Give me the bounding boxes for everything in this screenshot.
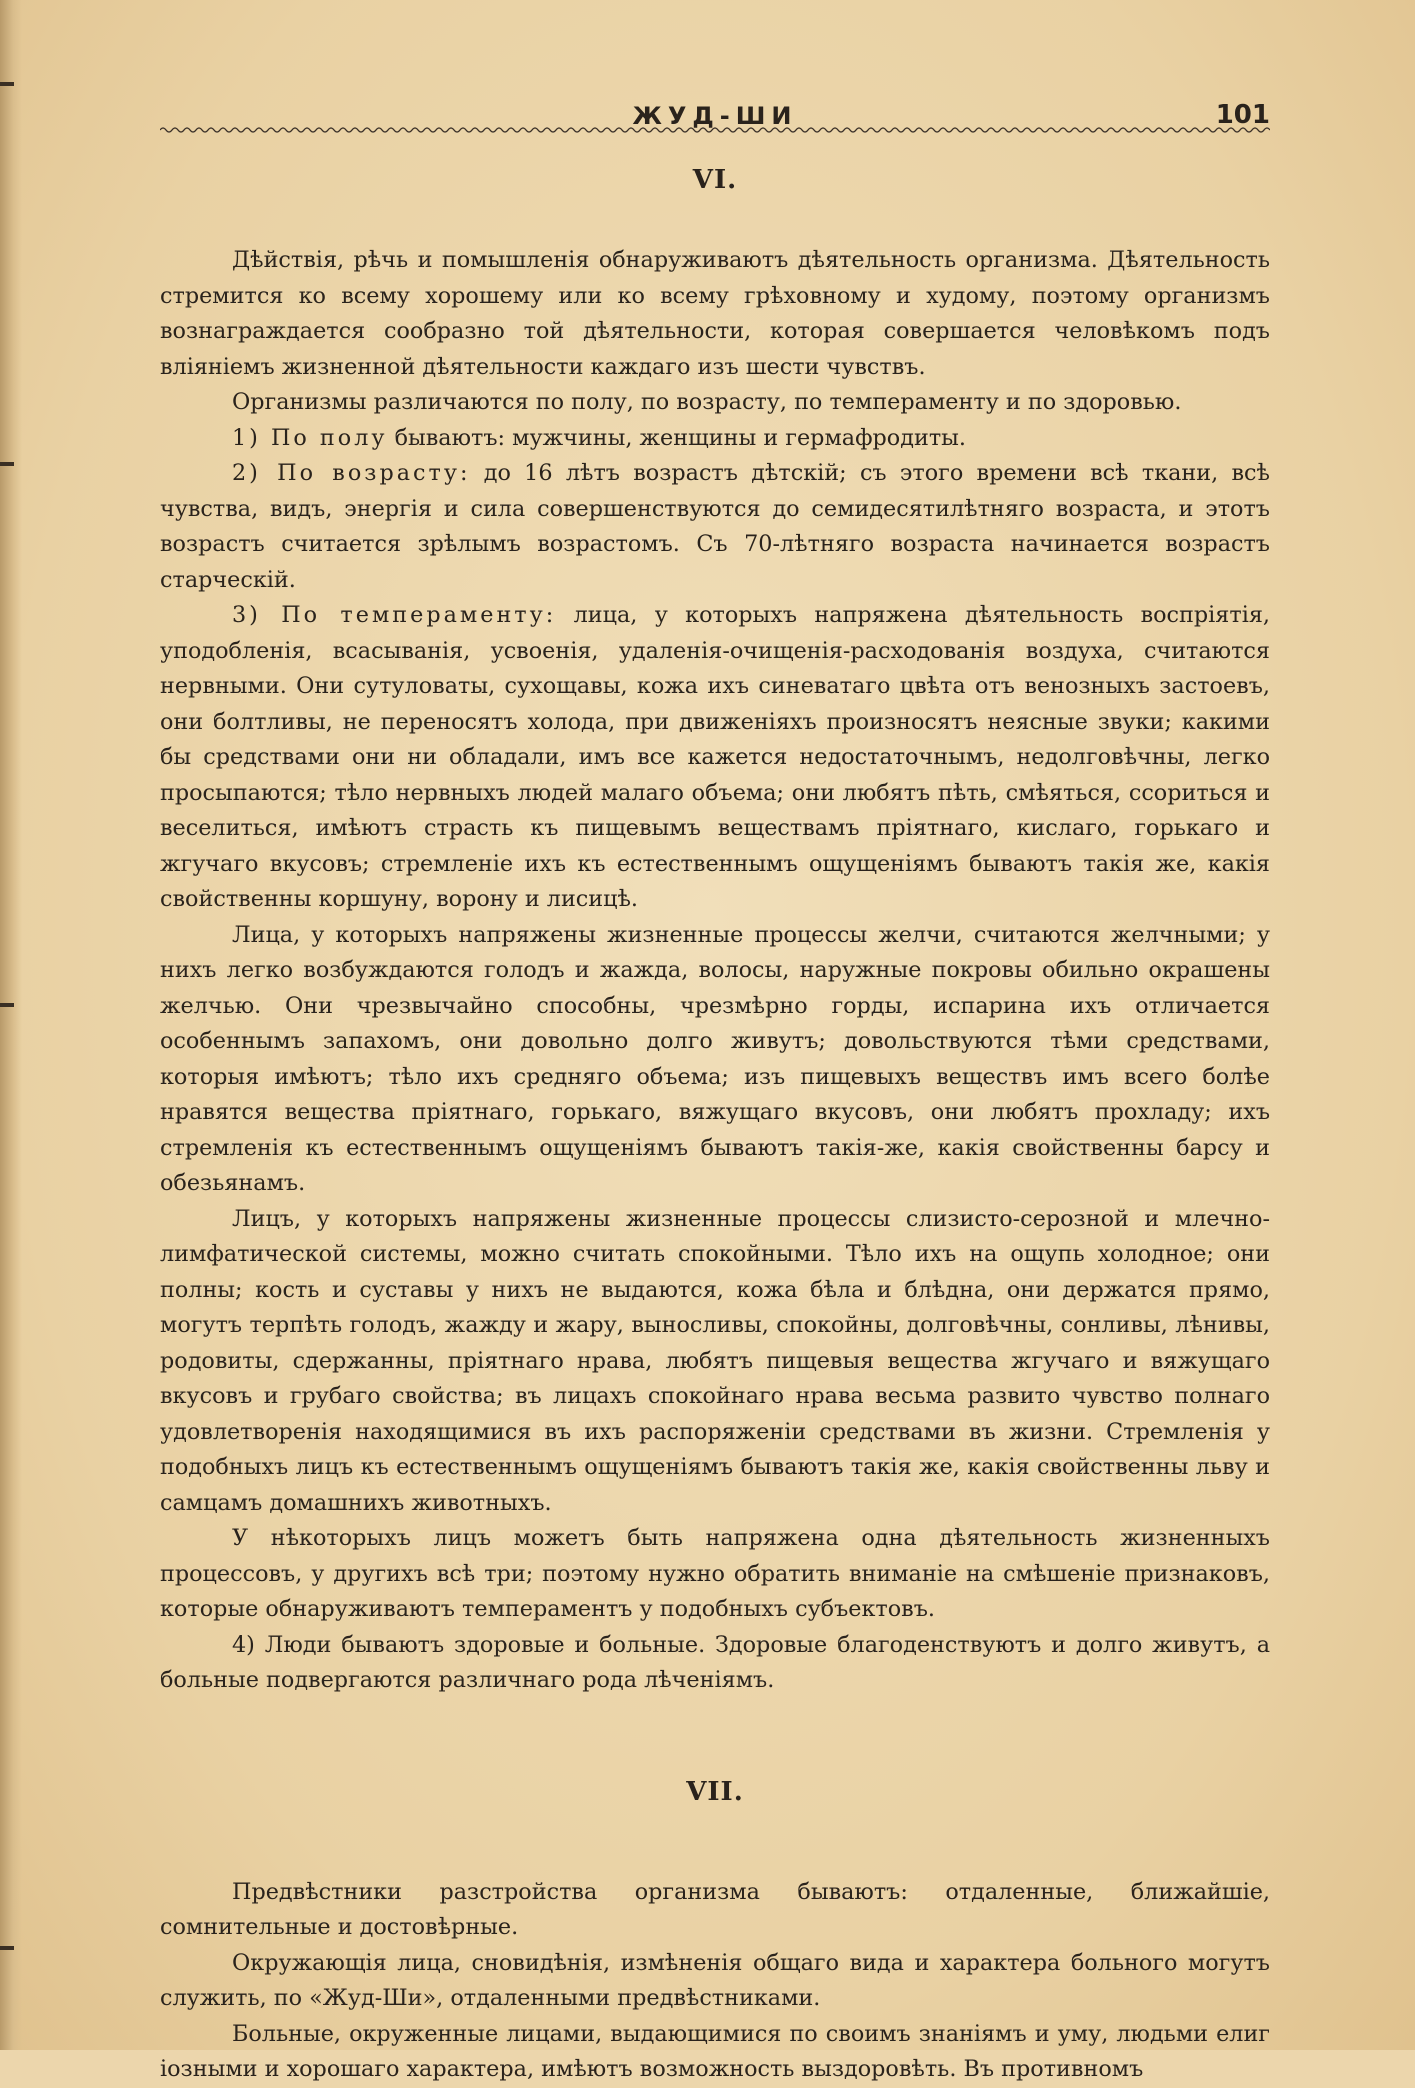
paragraph: Лица, у которыхъ напряжены жизненные процессы желчи, считаются желчными; у нихъ легко возбуждаются голодъ и жажда, волосы, наружные покровы обильно окрашены желчью. Они чрезвычайно способны, чрезмѣрно горды, испарина ихъ отличается особеннымъ запахомъ, они довольно долго живутъ; довольствуются тѣми средствами, которыя имѣютъ; тѣло ихъ средняго объема; изъ пищевыхъ веществъ имъ всего болѣе нравятся вещества пріятнаго, горькаго, вяжущаго вкусовъ, они любятъ прохладу; ихъ стремленія къ естественнымъ ощущеніямъ бываютъ такія-же, какія свойственны барсу и обезьянамъ. [160, 921, 1270, 1196]
running-head: ЖУД-ШИ [632, 102, 798, 130]
paragraph: Лицъ, у которыхъ напряжены жизненные процессы слизисто-серозной и млечно-лимфатической системы, можно считать спокойными. Тѣло ихъ на ощупь холодное; они полны; кость и суставы у нихъ не выдаются, кожа бѣла и блѣдна, они держатся прямо, могутъ терпѣть голодъ, жажду и жару, выносливы, спокойны, долговѣчны, сонливы, лѣнивы, родовиты, сдержанны, пріятнаго нрава, любятъ пищевыя вещества жгучаго и вяжущаго вкусовъ и грубаго свойства; въ лицахъ спокойнаго нрава весьма развито чувство полнаго удовлетворенія находящимися въ ихъ распоряженіи средствами въ жизни. Стремленія у подобныхъ лицъ къ естественнымъ ощущеніямъ бываютъ такія же, какія свойственны льву и самцамъ домашнихъ животныхъ. [160, 1205, 1270, 1516]
spaced-lead: 1) По полу [232, 424, 388, 451]
edge-mark [0, 82, 14, 86]
paragraph: Предвѣстники разстройства организма бываютъ: отдаленные, ближайшіе, сомнительные и достовѣрные. [160, 1878, 1270, 1940]
paragraph: Больные, окруженные лицами, выдающимися по своимъ знаніямъ и уму, людьми елиг іозными и хорошаго характера, имѣютъ возможность выздоровѣть. Въ противномъ [160, 2020, 1270, 2082]
edge-mark [0, 462, 14, 466]
page-binding-edge [0, 0, 22, 2050]
paragraph: Организмы различаются по полу, по возрасту, по темпераменту и по здоровью. [232, 389, 1182, 415]
section-heading-vi: VI. [692, 165, 738, 195]
section-heading-vii: VII. [686, 1776, 744, 1807]
spaced-lead: 3) По темпераменту: [232, 602, 557, 628]
paragraph-text: до 16 лѣтъ возрастъ дѣтскій; съ этого времени всѣ ткани, всѣ чувства, видъ, энергія и сила совершенствуются до семидесятилѣтняго возраста, и этотъ возрастъ считается зрѣлымъ возрастомъ. Съ 70-лѣтняго возраста начинается возрастъ старческій. [160, 460, 1270, 593]
paragraph: Окружающія лица, сновидѣнія, измѣненія общаго вида и характера больного могутъ служить, по «Жуд-Ши», отдаленными предвѣстниками. [160, 1949, 1270, 2011]
paragraph-text: лица, у которыхъ напряжена дѣятельность воспріятія, уподобленія, всасыванія, усвоенія, удаленія-очищенія-расходованія воздуха, считаются нервными. Они сутуловаты, сухощавы, кожа ихъ синеватаго цвѣта отъ венозныхъ застоевъ, они болтливы, не переносятъ холода, при движеніяхъ произносятъ неясные звуки; какими бы средствами они ни обладали, имъ все кажется недостаточнымъ, недолговѣчны, легко просыпаются; тѣло нервныхъ людей малаго объема; они любятъ пѣть, смѣяться, ссориться и веселиться, имѣютъ страсть къ пищевымъ веществамъ пріятнаго, кислаго, горькаго и жгучаго вкусовъ; стремленіе ихъ къ естественнымъ ощущеніямъ бываютъ такія же, какія свойственны коршуну, ворону и лисицѣ. [160, 602, 1270, 912]
paragraph [160, 421, 1270, 457]
paragraph [160, 456, 1270, 598]
header-wavy-rule [160, 126, 1270, 134]
edge-mark [0, 1946, 14, 1950]
spaced-lead: 2) По возрасту: [232, 460, 471, 486]
edge-mark [0, 1003, 14, 1007]
paragraph-text: бываютъ: мужчины, женщины и гермафродиты. [387, 424, 966, 451]
page-number: 101 [1215, 100, 1270, 130]
paragraph [160, 598, 1270, 918]
page-content [160, 165, 1270, 2088]
paragraph: Дѣйствія, рѣчь и помышленія обнаруживаютъ дѣятельность организма. Дѣятельность стремится ко всему хорошему или ко всему грѣховному и худому, поэтому организмъ вознаграждается сообразно той дѣятельности, которая совершается человѣкомъ подъ вліяніемъ жизненной дѣятельности каждаго изъ шести чувствъ. [160, 247, 1270, 380]
paragraph: 4) Люди бываютъ здоровые и больные. Здоровые благоденствуютъ и долго живутъ, а больные подвергаются различнаго рода лѣченіямъ. [160, 1631, 1270, 1693]
paragraph: У нѣкоторыхъ лицъ можетъ быть напряжена одна дѣятельность жизненныхъ процессовъ, у другихъ всѣ три; поэтому нужно обратить вниманіе на смѣшеніе признаковъ, которые обнаруживаютъ темпераментъ у подобныхъ субъектовъ. [160, 1525, 1270, 1622]
